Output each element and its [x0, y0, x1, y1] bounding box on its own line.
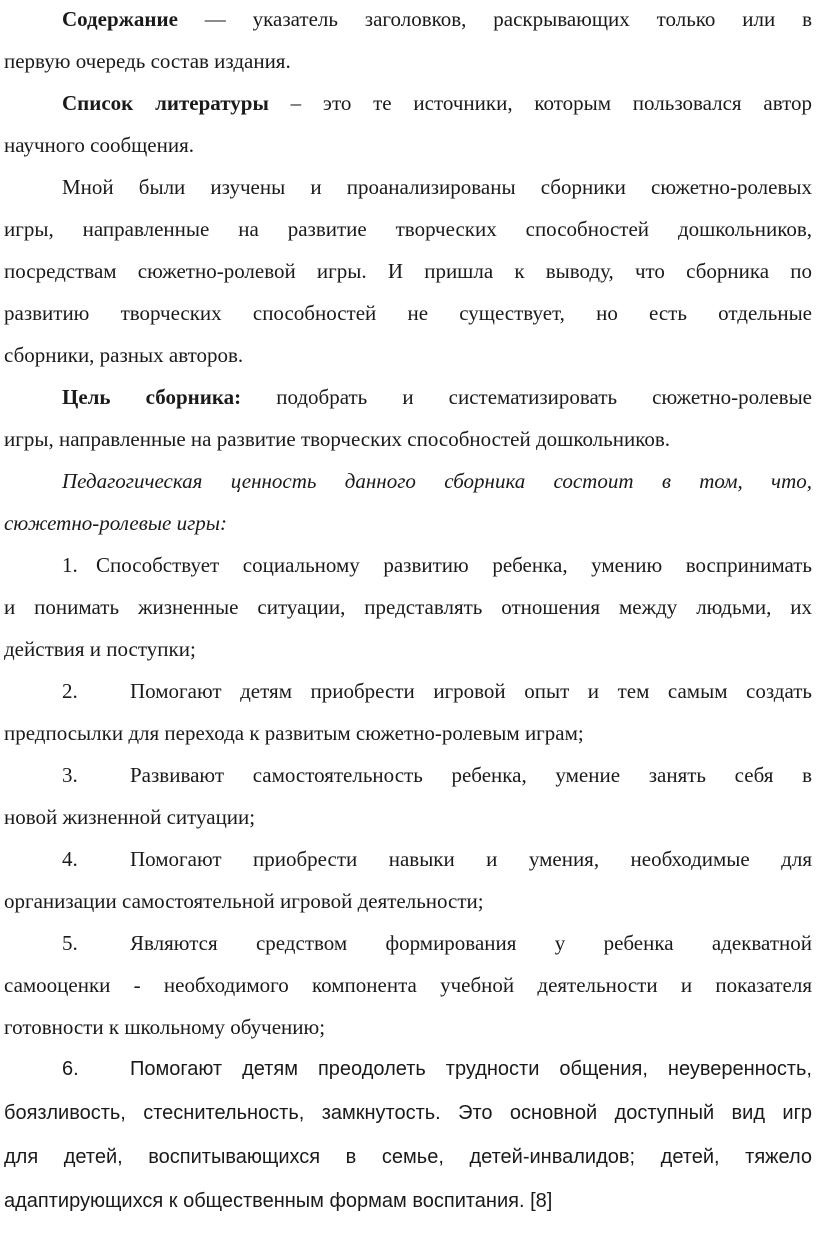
goal-paragraph	[62, 384, 812, 410]
value-intro-line1: Педагогическая ценность данного сборника состоит в том, что,	[62, 469, 812, 493]
study-paragraph-line5: сборники, разных авторов.	[4, 343, 244, 367]
list-item-6-line3: для детей, воспитывающихся в семье, детей-инвалидов; детей, тяжело	[4, 1146, 812, 1168]
definition-references-line2: научного сообщения.	[4, 133, 195, 157]
list-number-5: 5.	[62, 931, 78, 955]
list-item-1	[62, 552, 812, 578]
list-item-5-line3: готовности к школьному обучению;	[4, 1015, 326, 1039]
list-number-1: 1.	[62, 553, 78, 577]
list-item-6-text: Помогают детям преодолеть трудности общения, неуверенность,	[130, 1058, 812, 1080]
term-contents: Содержание	[62, 7, 178, 31]
list-item-5-text: Являются средством формирования у ребенка адекватной	[130, 931, 812, 955]
list-item-1-line3: действия и поступки;	[4, 637, 196, 661]
list-item-3-line2: новой жизненной ситуации;	[4, 805, 256, 829]
value-intro-line2: сюжетно-ролевые игры:	[4, 511, 228, 535]
study-paragraph-line2: игры, направленные на развитие творческих способностей дошкольников,	[4, 217, 812, 241]
goal-text: подобрать и систематизировать сюжетно-ролевые	[276, 385, 813, 409]
list-item-4-line2: организации самостоятельной игровой деятельности;	[4, 889, 484, 913]
definition-references	[62, 90, 812, 116]
list-item-4	[62, 846, 812, 872]
list-item-1-text: Способствует социальному развитию ребенка, умению воспринимать	[96, 553, 812, 577]
list-number-6: 6.	[62, 1058, 79, 1080]
list-item-2-text: Помогают детям приобрести игровой опыт и тем самым создать	[130, 679, 812, 703]
list-item-3-text: Развивают самостоятельность ребенка, умение занять себя в	[130, 763, 812, 787]
list-item-3	[62, 762, 812, 788]
list-item-5-line2: самооценки - необходимого компонента учебной деятельности и показателя	[4, 973, 812, 997]
definition-references-text: – это те источники, которым пользовался автор	[290, 91, 812, 115]
term-references: Список литературы	[62, 91, 269, 115]
list-item-2-line2: предпосылки для перехода к развитым сюжетно-ролевым играм;	[4, 721, 584, 745]
list-item-6-line4: адаптирующихся к общественным формам воспитания. [8]	[4, 1190, 553, 1212]
definition-contents-text: — указатель заголовков, раскрывающих только или в	[204, 7, 812, 31]
list-number-3: 3.	[62, 763, 78, 787]
goal-paragraph-line2: игры, направленные на развитие творческих способностей дошкольников.	[4, 427, 671, 451]
list-number-2: 2.	[62, 679, 78, 703]
list-item-2	[62, 678, 812, 704]
study-paragraph-line4: развитию творческих способностей не существует, но есть отдельные	[4, 301, 812, 325]
definition-contents-line2: первую очередь состав издания.	[4, 49, 291, 73]
list-item-6-line2: боязливость, стеснительность, замкнутость. Это основной доступный вид игр	[4, 1102, 812, 1124]
list-item-6	[62, 1056, 812, 1082]
study-paragraph-line1: Мной были изучены и проанализированы сборники сюжетно-ролевых	[62, 175, 812, 199]
study-paragraph-line3: посредствам сюжетно-ролевой игры. И пришла к выводу, что сборника по	[4, 259, 812, 283]
definition-contents	[62, 6, 812, 32]
list-number-4: 4.	[62, 847, 78, 871]
list-item-1-line2: и понимать жизненные ситуации, представлять отношения между людьми, их	[4, 595, 812, 619]
list-item-5	[62, 930, 812, 956]
list-item-4-text: Помогают приобрести навыки и умения, необходимые для	[130, 847, 812, 871]
term-goal: Цель сборника:	[62, 385, 242, 409]
